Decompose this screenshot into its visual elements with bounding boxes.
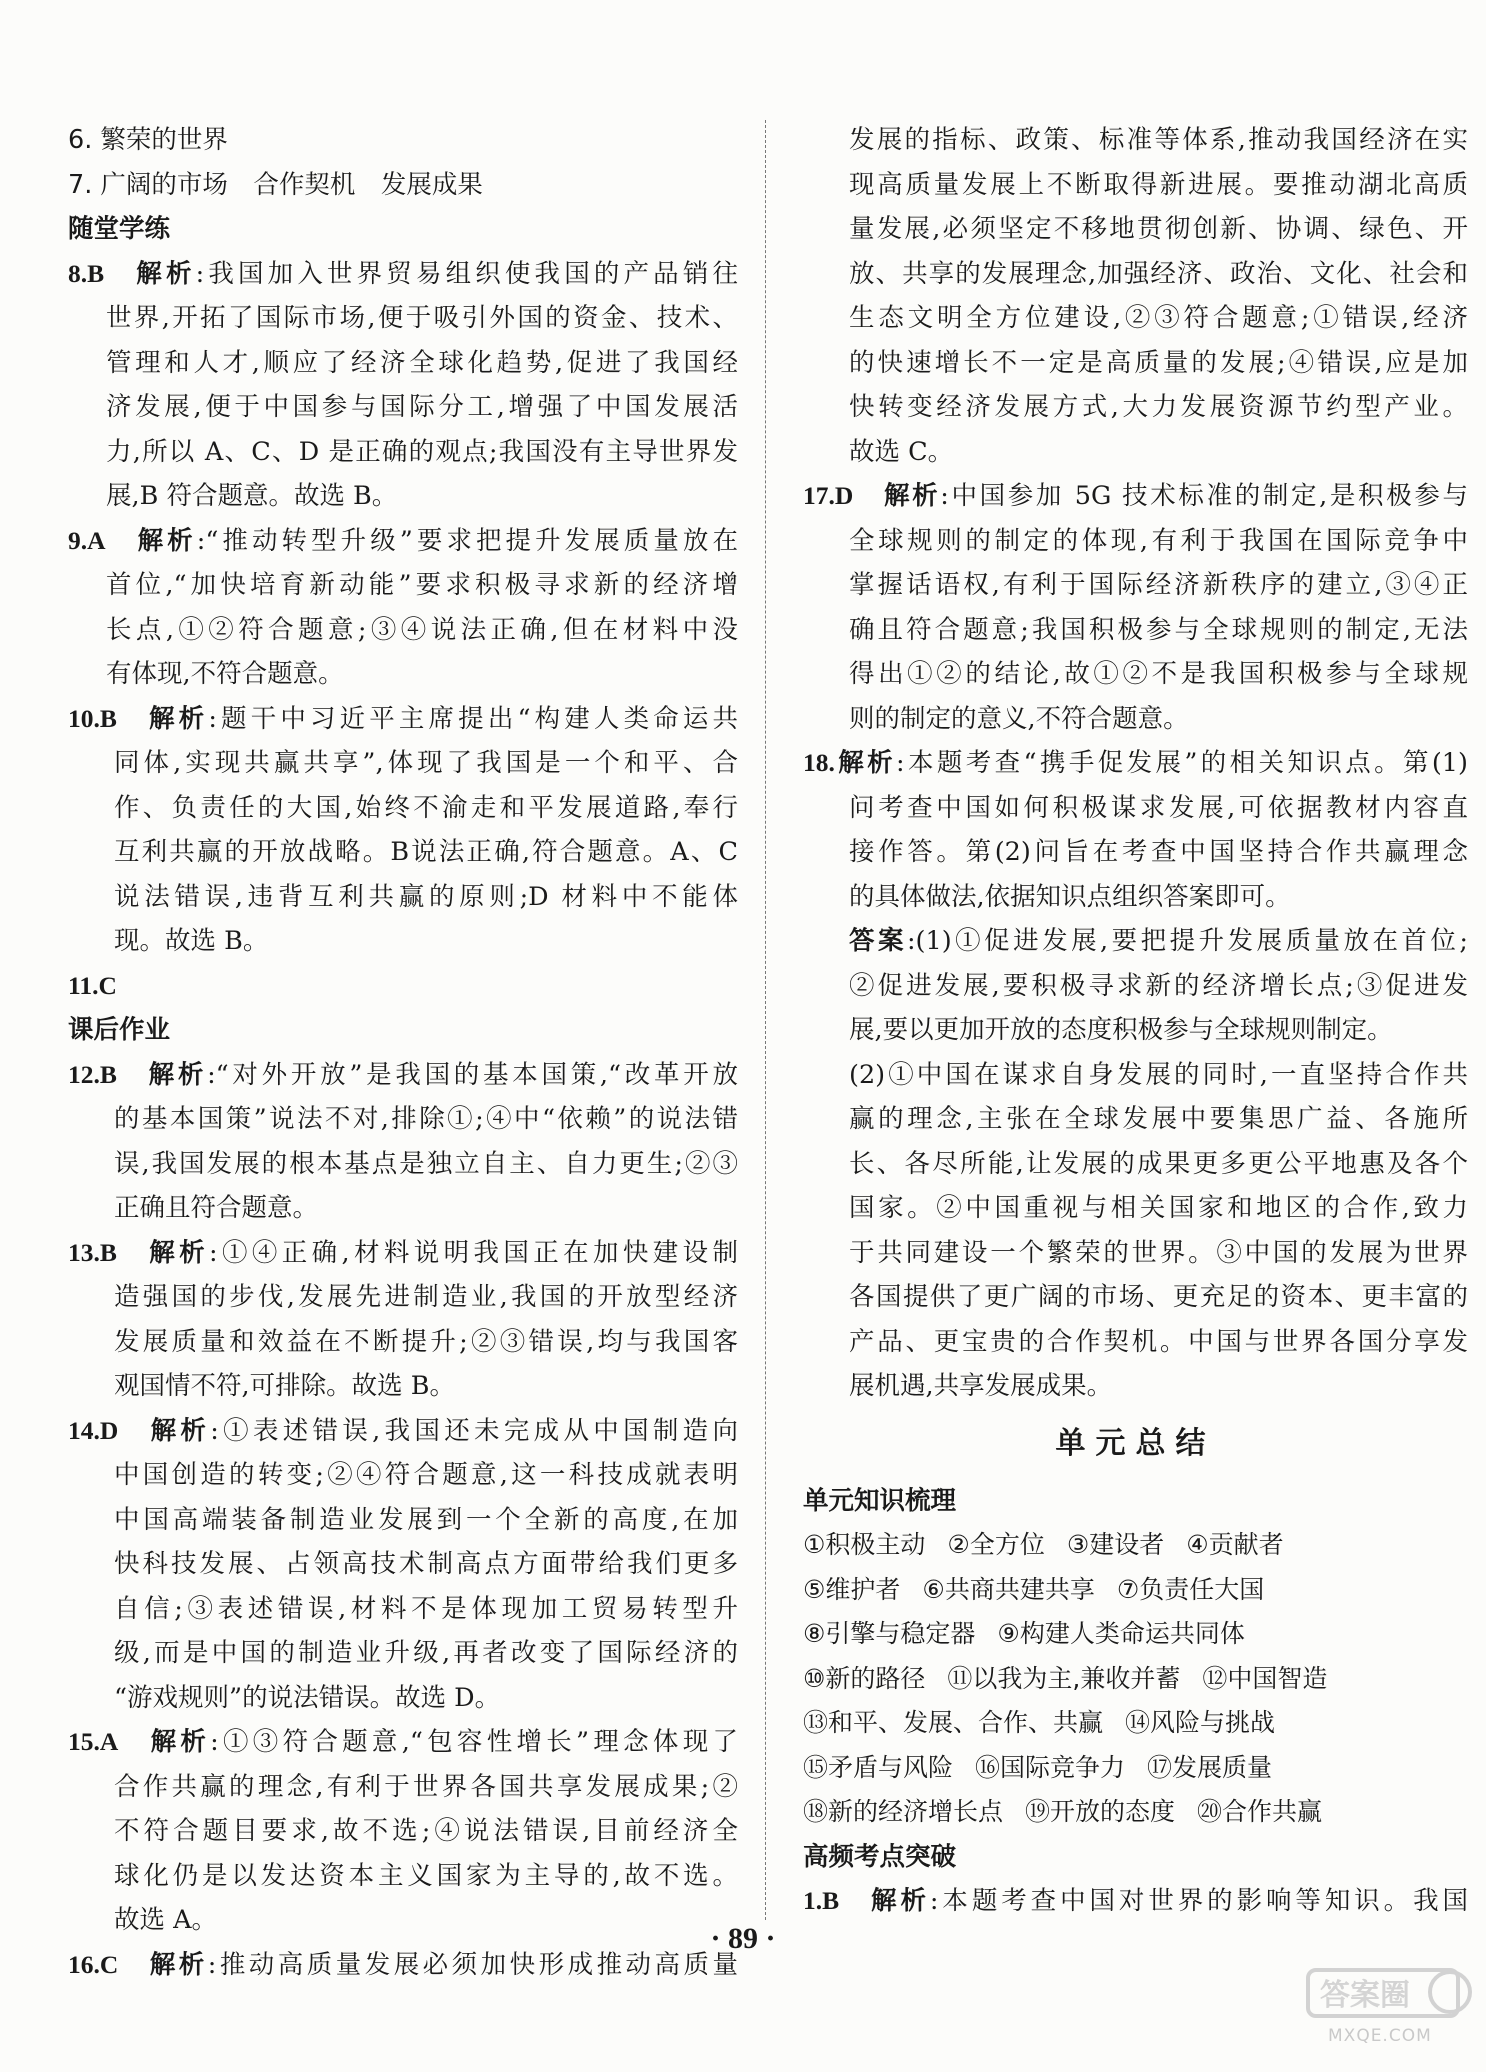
answer-line: 各国提供了更广阔的市场、更充足的资本、更丰富的 <box>849 1282 1468 1312</box>
analysis-line: 观国情不符,可排除。故选 B。 <box>114 1371 455 1401</box>
analysis-text: :①④正确,材料说明我国正在加快建设制 <box>209 1237 738 1268</box>
question-number: 16. <box>68 1949 100 1979</box>
answer-line: 展机遇,共享发展成果。 <box>849 1371 1113 1401</box>
question-8 <box>68 252 738 519</box>
analysis-line: 确且符合题意;我国积极参与全球规则的制定,无法 <box>849 614 1468 645</box>
knowledge-item: ⑱新的经济增长点 <box>803 1797 1004 1826</box>
answer-letter: A <box>99 1727 119 1756</box>
knowledge-item: ⑤维护者 <box>803 1574 901 1604</box>
answer-line: 于共同建设一个繁荣的世界。③中国的发展为世界 <box>849 1237 1468 1268</box>
analysis-line: 互利共赢的开放战略。B说法正确,符合题意。A、C <box>114 837 738 867</box>
analysis-line: 误,我国发展的根本基点是独立自主、自力更生;②③ <box>114 1148 738 1179</box>
unit-summary-title: 单元总结 <box>1055 1425 1216 1461</box>
analysis-line: 同体,实现共赢共享”,体现了我国是一个和平、合 <box>114 748 738 778</box>
knowledge-item: ④贡献者 <box>1186 1530 1284 1559</box>
analysis-text: :本题考查中国对世界的影响等知识。我国 <box>929 1886 1468 1916</box>
analysis-line: “游戏规则”的说法错误。故选 D。 <box>114 1682 501 1713</box>
analysis-line: 首位,“加快培育新动能”要求积极寻求新的经济增 <box>106 570 738 600</box>
left-column <box>68 118 738 1987</box>
question-number: 14. <box>68 1415 100 1445</box>
knowledge-item: ③建设者 <box>1066 1530 1165 1559</box>
question-16-continued <box>803 118 1468 474</box>
knowledge-item: ①积极主动 <box>803 1530 926 1559</box>
analysis-line: 不符合题目要求,故不选;④说法错误,目前经济全 <box>114 1816 738 1846</box>
question-13 <box>68 1231 738 1409</box>
answer-line: 赢的理念,主张在全球发展中要集思广益、各施所 <box>849 1104 1468 1134</box>
answer-letter: C <box>99 1949 119 1979</box>
question-15 <box>68 1720 738 1943</box>
answer-text: :(1)①促进发展,要把提升发展质量放在首位; <box>906 926 1468 956</box>
analysis-line: 则的制定的意义,不符合题意。 <box>849 703 1189 734</box>
analysis-line: 现高质量发展上不断取得新进展。要推动湖北高质 <box>849 169 1468 200</box>
answer-line: (2)①中国在谋求自身发展的同时,一直坚持合作共 <box>849 1059 1468 1090</box>
answer-line: ②促进发展,要积极寻求新的经济增长点;③促进发 <box>849 970 1468 1001</box>
section-heading-key-points: 高频考点突破 <box>803 1841 957 1872</box>
analysis-line: 济发展,便于中国参与国际分工,增强了中国发展活 <box>106 392 738 422</box>
analysis-line: 接作答。第(2)问旨在考查中国坚持合作共赢理念 <box>849 837 1468 867</box>
question-14 <box>68 1409 738 1721</box>
question-number: 11. <box>68 970 99 1000</box>
answer-line: 产品、更宝贵的合作契机。中国与世界各国分享发 <box>849 1326 1468 1357</box>
analysis-line: 全球规则的制定的体现,有利于我国在国际竞争中 <box>849 525 1468 556</box>
analysis-line: 故选 C。 <box>849 436 954 467</box>
analysis-line: 有体现,不符合题意。 <box>106 659 344 689</box>
question-number: 10. <box>68 703 100 733</box>
analysis-line: 中国高端装备制造业发展到一个全新的高度,在加 <box>114 1504 738 1535</box>
analysis-label: 解析 <box>146 1949 208 1980</box>
answer-letter: D <box>834 481 854 510</box>
analysis-text: :我国加入世界贸易组织使我国的产品销往 <box>195 258 738 289</box>
answer-label: 答案 <box>849 926 907 956</box>
analysis-line: 球化仍是以发达资本主义国家为主导的,故不选。 <box>114 1860 738 1891</box>
knowledge-row <box>803 1612 1468 1657</box>
section-heading-knowledge: 单元知识梳理 <box>803 1485 957 1516</box>
analysis-text: :本题考查“携手促发展”的相关知识点。第(1) <box>896 748 1468 778</box>
answer-letter: A <box>87 525 106 555</box>
analysis-line: 力,所以 A、C、D 是正确的观点;我国没有主导世界发 <box>106 436 738 467</box>
watermark-text: MXQE.COM <box>1328 2026 1432 2046</box>
knowledge-list <box>803 1523 1468 1835</box>
knowledge-item: ⑲开放的态度 <box>1025 1797 1176 1826</box>
analysis-text: :推动高质量发展必须加快形成推动高质量 <box>207 1949 738 1980</box>
question-17 <box>803 474 1468 741</box>
analysis-line: 管理和人才,顺应了经济全球化趋势,促进了我国经 <box>106 347 738 378</box>
answer-letter: B <box>99 1237 117 1267</box>
analysis-label: 解析 <box>146 1727 211 1757</box>
knowledge-row <box>803 1746 1468 1791</box>
right-column <box>803 118 1468 1924</box>
answer-letter: B <box>99 1059 117 1089</box>
watermark-logo-text: 答案圈 <box>1320 1978 1410 2013</box>
question-12 <box>68 1053 738 1231</box>
answer-line: 展,要以更加开放的态度积极参与全球规则制定。 <box>849 1015 1393 1045</box>
knowledge-row <box>803 1568 1468 1613</box>
question-number: 12. <box>68 1059 100 1089</box>
analysis-text: :中国参加 5G 技术标准的制定,是积极参与 <box>940 481 1468 511</box>
analysis-line: 问考查中国如何积极谋求发展,可依据教材内容直 <box>849 792 1468 823</box>
analysis-line: 发展质量和效益在不断提升;②③错误,均与我国客 <box>114 1326 738 1357</box>
question-number: 18. <box>803 748 835 777</box>
column-divider <box>765 120 766 1920</box>
question-number: 15. <box>68 1727 100 1756</box>
analysis-line: 正确且符合题意。 <box>114 1193 319 1223</box>
analysis-line: 世界,开拓了国际市场,便于吸引外国的资金、技术、 <box>106 303 738 333</box>
analysis-line: 作、负责任的大国,始终不渝走和平发展道路,奉行 <box>114 792 738 823</box>
knowledge-item: ⑪以我为主,兼收并蓄 <box>947 1663 1181 1693</box>
analysis-label: 解析 <box>144 703 209 734</box>
analysis-line: 现。故选 B。 <box>114 926 269 956</box>
analysis-label: 解析 <box>867 1886 930 1916</box>
knowledge-item: ⑳合作共赢 <box>1197 1797 1323 1826</box>
knowledge-item: ⑥共商共建共享 <box>922 1574 1095 1604</box>
answer-line: 国家。②中国重视与相关国家和地区的合作,致力 <box>849 1193 1468 1223</box>
knowledge-row <box>803 1790 1468 1835</box>
answer-line <box>803 919 1468 964</box>
knowledge-item: ⑩新的路径 <box>803 1663 926 1693</box>
analysis-label: 解析 <box>834 748 897 778</box>
knowledge-item: ⑫中国智造 <box>1202 1663 1328 1693</box>
question-number: 13. <box>68 1237 100 1267</box>
analysis-line: 中国创造的转变;②④符合题意,这一科技成就表明 <box>114 1460 738 1490</box>
analysis-line: 掌握话语权,有利于国际经济新秩序的建立,③④正 <box>849 570 1468 600</box>
analysis-line: 快转变经济发展方式,大力发展资源节约型产业。 <box>849 392 1468 422</box>
analysis-line: 造强国的步伐,发展先进制造业,我国的开放型经济 <box>114 1282 738 1312</box>
analysis-line: 放、共享的发展理念,加强经济、政治、文化、社会和 <box>849 258 1468 289</box>
knowledge-row <box>803 1523 1468 1568</box>
answer-letter: B <box>99 703 117 733</box>
analysis-label: 解析 <box>132 258 196 289</box>
watermark-logo-icon <box>1300 1960 1475 2030</box>
analysis-label: 解析 <box>133 525 197 556</box>
analysis-line: 长点,①②符合题意;③④说法正确,但在材料中没 <box>106 614 738 645</box>
analysis-line: 的基本国策”说法不对,排除①;④中“依赖”的说法错 <box>114 1104 738 1134</box>
knowledge-item: ⑧引擎与稳定器 <box>803 1619 976 1648</box>
question-18 <box>803 741 1468 1409</box>
question-1 <box>803 1879 1468 1924</box>
analysis-line: 发展的指标、政策、标准等体系,推动我国经济在实 <box>849 125 1468 155</box>
page-number: · 89 · <box>710 1922 776 1955</box>
question-number: 8. <box>68 258 88 288</box>
analysis-line: 生态文明全方位建设,②③符合题意;①错误,经济 <box>849 303 1468 333</box>
question-number: 1. <box>803 1886 823 1915</box>
analysis-label: 解析 <box>146 1415 211 1446</box>
knowledge-item: ⑦负责任大国 <box>1116 1574 1265 1604</box>
analysis-line: 故选 A。 <box>114 1905 218 1935</box>
analysis-line: 的具体做法,依据知识点组织答案即可。 <box>849 881 1291 912</box>
knowledge-row <box>803 1657 1468 1702</box>
analysis-line: 自信;③表述错误,材料不是体现加工贸易转型升 <box>114 1593 738 1624</box>
answer-letter: B <box>87 258 105 288</box>
section-heading-homework: 课后作业 <box>68 1015 171 1045</box>
knowledge-item: ⑭风险与挑战 <box>1125 1708 1276 1737</box>
analysis-line: 快科技发展、占领高技术制高点方面带给我们更多 <box>114 1549 738 1579</box>
question-11 <box>68 964 738 1009</box>
analysis-text: :①表述错误,我国还未完成从中国制造向 <box>210 1415 738 1446</box>
question-10 <box>68 697 738 964</box>
analysis-line: 合作共赢的理念,有利于世界各国共享发展成果;② <box>114 1771 738 1802</box>
analysis-line: 的快速增长不一定是高质量的发展;④错误,应是加 <box>849 347 1468 378</box>
knowledge-item: ⑯国际竞争力 <box>975 1752 1126 1782</box>
analysis-text: :题干中习近平主席提出“构建人类命运共 <box>208 703 738 734</box>
analysis-text: :“推动转型升级”要求把提升发展质量放在 <box>196 525 738 556</box>
section-heading-in-class: 随堂学练 <box>68 214 171 244</box>
analysis-line: 说法错误,违背互利共赢的原则;D 材料中不能体 <box>114 881 738 912</box>
analysis-line: 展,B 符合题意。故选 B。 <box>106 481 398 511</box>
answer-6: 6. 繁荣的世界 <box>68 125 228 155</box>
watermark-logo <box>1300 1960 1475 2060</box>
question-number: 9. <box>68 525 88 555</box>
answer-letter: C <box>98 970 117 1000</box>
answer-7: 7. 广阔的市场 合作契机 发展成果 <box>68 169 483 200</box>
question-9 <box>68 519 738 697</box>
analysis-line: 量发展,必须坚定不移地贯彻创新、协调、绿色、开 <box>849 214 1468 244</box>
analysis-text: :①③符合题意,“包容性增长”理念体现了 <box>210 1727 738 1757</box>
knowledge-item: ⑨构建人类命运共同体 <box>997 1619 1245 1648</box>
analysis-label: 解析 <box>144 1237 210 1268</box>
knowledge-item: ⑬和平、发展、合作、共赢 <box>803 1708 1104 1737</box>
analysis-line: 得出①②的结论,故①②不是我国积极参与全球规 <box>849 659 1468 689</box>
knowledge-item: ②全方位 <box>947 1530 1045 1559</box>
answer-letter: B <box>822 1886 840 1915</box>
question-number: 17. <box>803 481 835 510</box>
knowledge-item: ⑰发展质量 <box>1147 1752 1273 1782</box>
analysis-line: 级,而是中国的制造业升级,再者改变了国际经济的 <box>114 1638 738 1668</box>
answer-letter: D <box>99 1415 119 1445</box>
analysis-label: 解析 <box>881 481 941 511</box>
analysis-text: :“对外开放”是我国的基本国策,“改革开放 <box>207 1059 738 1090</box>
answer-line: 长、各尽所能,让发展的成果更多更公平地惠及各个 <box>849 1148 1468 1179</box>
knowledge-item: ⑮矛盾与风险 <box>803 1752 954 1782</box>
analysis-label: 解析 <box>144 1059 208 1090</box>
knowledge-row <box>803 1701 1468 1746</box>
